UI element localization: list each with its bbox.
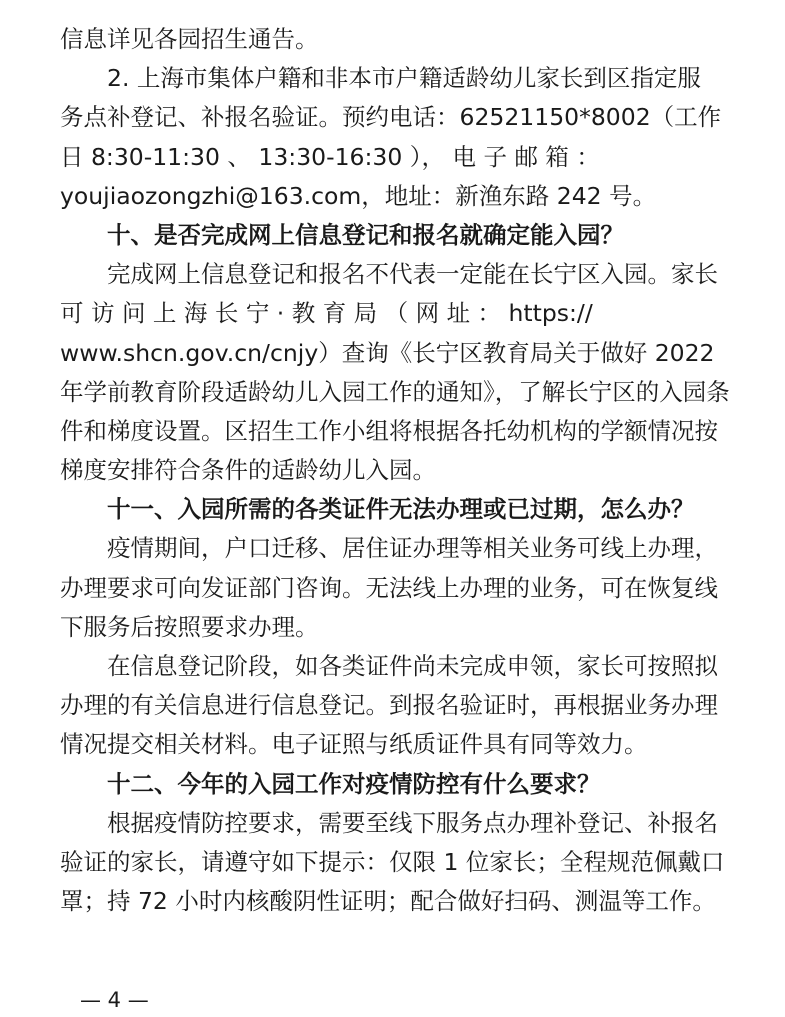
text-line: 办理要求可向发证部门咨询。无法线上办理的业务，可在恢复线 <box>60 573 718 602</box>
text-line: 年学前教育阶段适龄幼儿入园工作的通知》，了解长宁区的入园条 <box>60 377 730 406</box>
text-line: 情况提交相关材料。电子证照与纸质证件具有同等效力。 <box>60 730 648 759</box>
document-body <box>60 20 730 921</box>
text-line: 根据疫情防控要求，需要至线下服务点办理补登记、补报名 <box>107 808 718 837</box>
text-line: 梯度安排符合条件的适龄幼儿入园。 <box>60 456 436 485</box>
text-line: 务点补登记、补报名验证。预约电话：62521150*8002（工作 <box>60 103 722 132</box>
text-line: 下服务后按照要求办理。 <box>60 612 319 641</box>
text-line: 可 访 问 上 海 长 宁 · 教 育 局 （ 网 址 ： https:// <box>60 299 593 328</box>
text-line: 日 8:30-11:30 、 13:30-16:30 ）， 电 子 邮 箱 ： <box>60 142 600 171</box>
section-heading: 十、是否完成网上信息登记和报名就确定能入园？ <box>107 220 624 249</box>
text-line: 罩；持 72 小时内核酸阴性证明；配合做好扫码、测温等工作。 <box>60 887 716 916</box>
text-line: 办理的有关信息进行信息登记。到报名验证时，再根据业务办理 <box>60 691 718 720</box>
text-line: 在信息登记阶段，如各类证件尚未完成申领，家长可按照拟 <box>107 652 718 680</box>
section-heading: 十一、入园所需的各类证件无法办理或已过期，怎么办？ <box>107 495 695 524</box>
text-line: 完成网上信息登记和报名不代表一定能在长宁区入园。家长 <box>107 260 718 289</box>
text-line: youjiaozongzhi@163.com，地址：新渔东路 242 号。 <box>60 181 657 210</box>
section-heading: 十二、今年的入园工作对疫情防控有什么要求？ <box>107 769 601 798</box>
page-number: — 4 — <box>80 988 149 1012</box>
text-line: 件和梯度设置。区招生工作小组将根据各托幼机构的学额情况按 <box>60 416 718 445</box>
text-line: 疫情期间，户口迁移、居住证办理等相关业务可线上办理， <box>107 534 718 563</box>
text-line: 信息详见各园招生通告。 <box>60 25 319 53</box>
text-line: 2. 上海市集体户籍和非本市户籍适龄幼儿家长到区指定服 <box>107 64 701 93</box>
text-line: 验证的家长，请遵守如下提示：仅限 1 位家长；全程规范佩戴口 <box>60 847 725 876</box>
text-line: www.shcn.gov.cn/cnjy）查询《长宁区教育局关于做好 2022 <box>60 338 715 367</box>
